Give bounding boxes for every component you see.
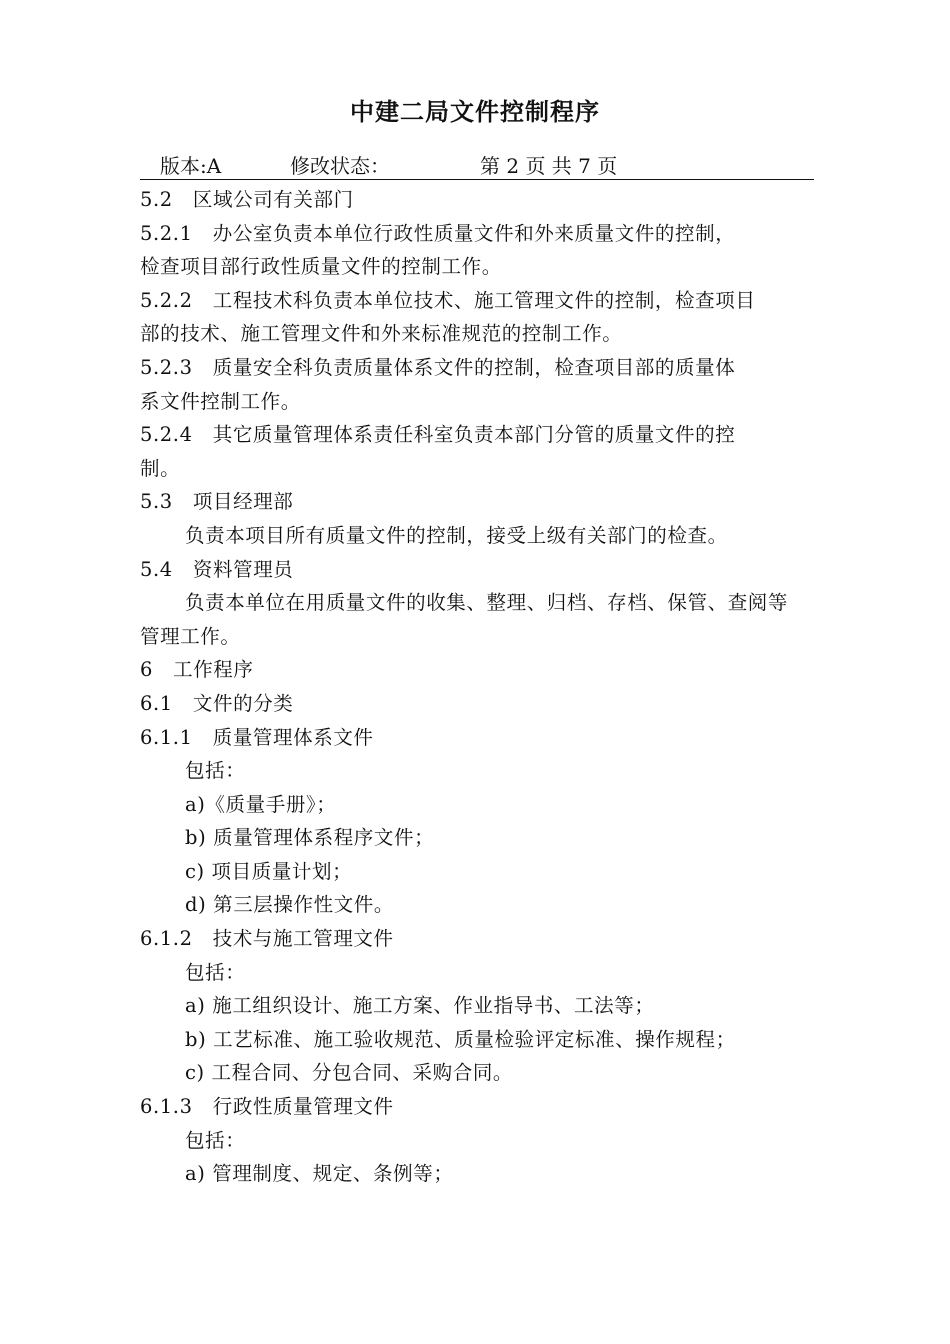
text-line: 包括： [185,759,246,783]
text-line: 部的技术、施工管理文件和外来标准规范的控制工作。 [140,322,623,346]
page-header [140,150,814,180]
text-line: 6.1.2 技术与施工管理文件 [140,927,394,951]
text-line: 5.2.4 其它质量管理体系责任科室负责本部门分管的质量文件的控 [140,423,736,447]
header-rule [140,179,814,180]
text-line: 检查项目部行政性质量文件的控制工作。 [140,255,502,279]
text-line: 5.2 区域公司有关部门 [140,188,354,211]
document-body [140,183,814,1191]
text-line: 包括： [185,1128,246,1152]
text-line: 包括： [185,960,246,984]
text-line: c) 工程合同、分包合同、采购合同。 [185,1061,514,1085]
text-line: 6.1.1 质量管理体系文件 [140,725,374,749]
text-line: 6.1 文件的分类 [140,691,294,715]
text-line: 5.3 项目经理部 [140,490,294,514]
text-line: 管理工作。 [140,624,241,648]
text-line: 制。 [140,456,181,480]
text-line: b) 质量管理体系程序文件； [185,826,435,850]
text-line: 负责本单位在用质量文件的收集、整理、归档、存档、保管、查阅等 [185,591,789,615]
text-line: 系文件控制工作。 [140,389,301,413]
version-label: 版本:A [160,154,222,178]
text-line: 6 工作程序 [140,658,254,682]
document-title: 中建二局文件控制程序 [350,98,600,126]
text-line: 6.1.3 行政性质量管理文件 [140,1095,394,1119]
revision-label: 修改状态： [290,154,390,178]
text-line: a)《质量手册》； [185,792,337,816]
text-line: 5.2.2 工程技术科负责本单位技术、施工管理文件的控制，检查项目 [140,288,756,312]
text-line: 5.2.3 质量安全科负责质量体系文件的控制，检查项目部的质量体 [140,355,736,379]
text-line: a) 施工组织设计、施工方案、作业指导书、工法等； [185,994,655,1018]
text-line: 5.2.1 办公室负责本单位行政性质量文件和外来质量文件的控制， [140,221,736,245]
page-number: 第 2 页 共 7 页 [480,154,618,178]
text-line: b) 工艺标准、施工验收规范、质量检验评定标准、操作规程； [185,1027,736,1051]
text-line: d) 第三层操作性文件。 [185,893,394,917]
text-line: c) 项目质量计划； [185,859,353,883]
text-line: 负责本项目所有质量文件的控制，接受上级有关部门的检查。 [185,523,728,547]
text-line: 5.4 资料管理员 [140,557,294,581]
text-line: a) 管理制度、规定、条例等； [185,1162,454,1186]
